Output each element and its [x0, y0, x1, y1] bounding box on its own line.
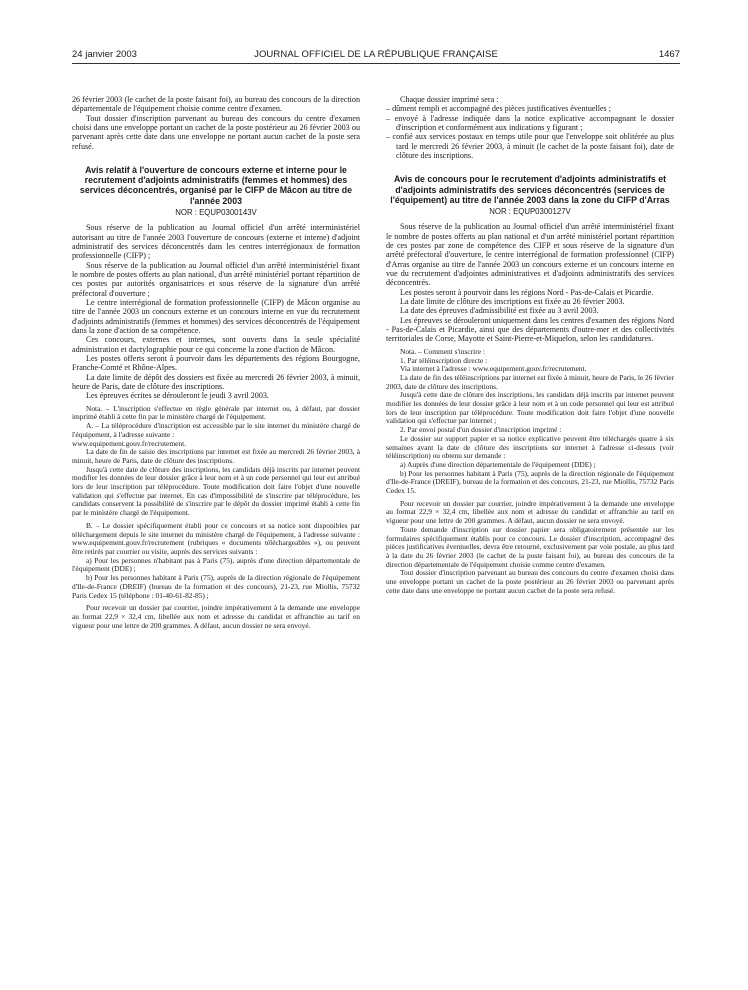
dash-item: – dûment rempli et accompagné des pièces justificatives éventuelles ; — [386, 104, 611, 114]
body-paragraph: Les postes seront à pourvoir dans les régions Nord - Pas-de-Calais et Picardie. — [400, 287, 654, 297]
notice-title-arras: Avis de concours pour le recrutement d'adjoints administratifs et d'adjoints administratifs des services déconcentrés (services de l'équipement) au titre de l'année 2003 dans la zone du CIFP d'Arras — [390, 174, 670, 205]
header-journal-title: JOURNAL OFFICIEL DE LA RÉPUBLIQUE FRANÇAISE — [254, 49, 498, 60]
note-paragraph: Le dossier sur support papier et sa notice explicative peuvent être téléchargés quatre à six semaines avant la date de clôture des inscriptions sur internet à l'adresse ci-dessus (voir téléinscription) ou obtenu sur demande : — [386, 433, 674, 461]
note-paragraph: 2. Par envoi postal d'un dossier d'inscription imprimé : — [400, 425, 562, 435]
note-paragraph: Jusqu'à cette date de clôture des inscriptions, les candidats déjà inscrits par internet peuvent modifier les données de leur dossier grâce à leur nom et à un code personnel qui leur est attribué lors de leur inscription par téléprocédure. Toute modification doit faire l'objet d'une nouvelle validation qui s'effectue par internet ; — [386, 390, 674, 426]
body-paragraph: Le centre interrégional de formation professionnelle (CIFP) de Mâcon organise au titre de l'année 2003 un concours externe et un concours interne en vue du recrutement d'adjoints administratifs (femmes et hommes) des services déconcentrés de l'équipement dans la zone d'action de sa compétence. — [72, 297, 360, 335]
note-paragraph: b) Pour les personnes habitant à Paris (75), auprès de la direction régionale de l'équipement d'Ile-de-France (DREIF) (bureau de la formation et des concours), 21-23, rue Miollis, 75732 Paris Cedex 15 (téléphone : 01-40-61-82-85) ; — [72, 573, 360, 600]
body-paragraph: Les épreuves se dérouleront uniquement dans les centres d'examen des régions Nord - Pas-de-Calais et Picardie, ainsi que des départements d'outre-mer et des collectivités territoriales de Corse, Mayotte et Saint-Pierre-et-Miquelon, selon les candidatures. — [386, 315, 674, 344]
body-paragraph: Sous réserve de la publication au Journal officiel d'un arrêté interministériel fixant le nombre de postes offerts au plan national et d'un arrêté ministériel portant répartition de ces postes par zone de compétence des CIFP et sous réserve de la signature d'un arrêté préfectoral d'ouverture, le centre interrégional de formation professionnel (CIFP) d'Arras organise au titre de l'année 2003 un concours externe et un concours interne en vue du recrutement d'adjointes administratives et d'adjoints administratifs des services déconcentrés. — [386, 222, 674, 288]
left-intro-refusal: Tout dossier d'inscription parvenant au bureau des concours du centre d'examen choisi dans une enveloppe portant un cachet de la poste postérieur au 26 février 2003 ou parvenant après cette date dans une enveloppe ne portant aucun cachet de la poste sera refusé. — [72, 113, 360, 151]
note-paragraph: La date de fin de saisie des inscriptions par internet est fixée au mercredi 26 février 2003, à minuit, heure de Paris, date de clôture des inscriptions. — [72, 447, 360, 465]
body-paragraph: Sous réserve de la publication au Journal officiel d'un arrêté interministériel autorisant au titre de l'année 2003 l'ouverture de concours (externe et interne) d'adjoint administratif des services déconcentrés dans les centres interrégionaux de formation professionnelle (CIFP) ; — [72, 223, 360, 261]
header-date: 24 janvier 2003 — [72, 49, 137, 60]
note-paragraph: Tout dossier d'inscription parvenant au bureau des concours du centre d'examen choisi dans une enveloppe portant un cachet de la poste postérieur au 26 février 2003 ou parvenant après cette date dans une enveloppe ne portant aucun cachet de la poste sera refusé. — [386, 568, 674, 595]
note-paragraph: a) Pour les personnes n'habitant pas à Paris (75), auprès d'une direction départementale de l'équipement (DDE) ; — [72, 555, 360, 574]
dash-item: – confié aux services postaux en temps utile pour que l'enveloppe soit oblitérée au plus tard le mercredi 26 février 2003, à minuit (le cachet de la poste faisant foi), date de clôture des inscriptions. — [386, 132, 674, 161]
left-column — [72, 95, 360, 630]
notice-title-macon: Avis relatif à l'ouverture de concours externe et interne pour le recrutement d'adjoints administratifs (femmes et hommes) des services déconcentrés, organisé par le CIFP de Mâcon au titre de l'année 2003 — [79, 165, 353, 206]
body-paragraph: La date limite de clôture des inscriptions est fixée au 26 février 2003. — [400, 297, 625, 307]
note-section-arras — [386, 348, 674, 596]
right-column — [386, 95, 674, 596]
body-paragraph: Les postes offerts seront à pourvoir dans les départements des régions Bourgogne, Franche-Comté et Rhône-Alpes. — [72, 354, 360, 373]
header-rule — [72, 63, 680, 64]
right-intro: Chaque dossier imprimé sera : — [400, 95, 499, 104]
body-paragraph: Ces concours, externes et internes, sont ouverts dans la seule spécialité administration et dactylographie pour ce qui concerne la zone d'action de Mâcon. — [72, 335, 360, 354]
dash-item: – envoyé à l'adresse indiquée dans la notice explicative accompagnant le dossier d'inscription et conformément aux indications y figurant ; — [386, 113, 674, 133]
note-paragraph: Nota. – L'inscription s'effectue en règle générale par internet ou, à défaut, par dossier imprimé établi à cette fin par le ministère chargé de l'équipement. — [72, 403, 360, 422]
note-paragraph: A. – La téléprocédure d'inscription est accessible par le site internet du ministère chargé de l'équipement, à l'adresse suivante : — [72, 421, 360, 439]
note-section-macon — [72, 405, 360, 631]
note-paragraph: a) Auprès d'une direction départementale de l'équipement (DDE) ; — [400, 459, 596, 469]
note-paragraph: Nota. – Comment s'inscrire : — [400, 346, 485, 356]
nor-reference-macon: NOR : EQUP0300143V — [175, 207, 257, 217]
header-page-number: 1467 — [658, 49, 680, 60]
note-paragraph: La date de fin des téléinscriptions par internet est fixée à minuit, heure de Paris, le 26 février 2003, date de clôture des inscriptions. — [386, 372, 674, 391]
note-paragraph: Via internet à l'adresse : www.equipement.gouv.fr/recrutement. — [400, 364, 587, 374]
left-intro-continued: 26 février 2003 (le cachet de la poste faisant foi), au bureau des concours de la direction départementale de l'équipement choisie comme centre d'examen. — [72, 95, 360, 114]
note-paragraph: Pour recevoir un dossier par courrier, joindre impérativement à la demande une enveloppe au format 22,9 × 32,4 cm, libellée aux nom et adresse du candidat et affranchie au tarif en vigueur pour une lettre de 200 grammes. A défaut, aucun dossier ne sera envoyé. — [72, 603, 360, 630]
body-paragraph: La date des épreuves d'admissibilité est fixée au 3 avril 2003. — [400, 306, 599, 316]
nor-reference-arras: NOR : EQUP0300127V — [489, 207, 571, 217]
note-paragraph: Toute demande d'inscription sur dossier papier sera obligatoirement présentée sur les formulaires spécifiquement établis pour ce concours. Le dossier d'inscription, accompagné des pièces justificatives éventuelles, devra être retourné, exclusivement par voie postale, au plus tard à la date du 26 février 2003 (le cachet de la poste faisant foi), au bureau des concours de la direction départementale de l'équipement choisie comme centre d'examen. — [386, 524, 674, 569]
note-url: www.equipement.gouv.fr/recrutement. — [72, 438, 186, 448]
note-paragraph: 1. Par téléinscription directe : — [400, 355, 488, 365]
page-header — [72, 49, 680, 63]
body-paragraph: La date limite de dépôt des dossiers est fixée au mercredi 26 février 2003, à minuit, heure de Paris, date de clôture des inscriptions. — [72, 372, 360, 392]
body-paragraph: Les épreuves écrites se dérouleront le jeudi 3 avril 2003. — [86, 391, 269, 401]
note-paragraph: b) Pour les personnes habitant à Paris (75), auprès de la direction régionale de l'équipement d'Ile-de-France (DREIF), bureau de la formation et des concours, 21-23, rue Miollis, 75732 Paris Cedex 15. — [386, 468, 674, 496]
body-paragraph: Sous réserve de la publication au Journal officiel d'un arrêté interministériel fixant le nombre de postes offerts au plan national, d'un arrêté ministériel portant répartition de ces postes par autorités organisatrices et sous réserve de la signature d'un arrêté préfectoral d'ouverture ; — [72, 260, 360, 298]
note-paragraph: B. – Le dossier spécifiquement établi pour ce concours et sa notice sont disponibles par téléchargement depuis le site internet du ministère chargé de l'équipement, à l'adresse suivante : www.equipement.gouv.fr/recrutement (rubriques « documents téléchargeables »), ou peuvent être retirés par courrier ou visite, auprès des services suivants : — [72, 520, 360, 556]
note-paragraph: Pour recevoir un dossier par courrier, joindre impérativement à la demande une enveloppe au format 22,9 × 32,4 cm, libellée aux nom et adresse du candidat et affranchie au tarif en vigueur pour une lettre de 200 grammes. A défaut, aucun dossier ne sera envoyé. — [386, 498, 674, 526]
note-paragraph: Jusqu'à cette date de clôture des inscriptions, les candidats déjà inscrits par internet peuvent modifier les données de leur dossier grâce à leur nom et à un code personnel qui leur est attribué lors de leur inscription par téléprocédure. Toute modification doit faire l'objet d'une nouvelle validation qui s'effectue par internet. En cas d'impossibilité de s'inscrire par téléprocédure, les candidats conservent la possibilité de s'inscrire par le dépôt du dossier imprimé établi à cette fin par le ministère chargé de l'équipement. — [72, 464, 360, 518]
